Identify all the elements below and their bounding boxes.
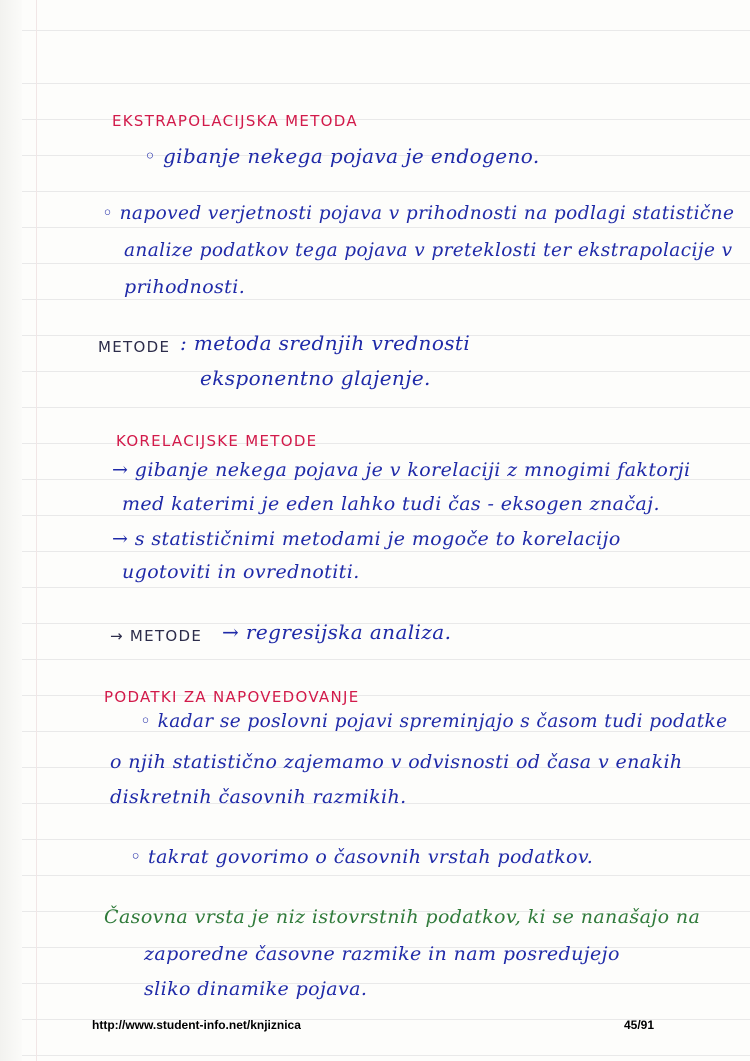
ekstra-bullet-1: ◦ gibanje nekega pojava je endogeno. — [144, 144, 540, 168]
metode-label: METODE — [98, 338, 171, 356]
korel-metode-label: → METODE — [110, 627, 203, 645]
margin-rule — [36, 0, 37, 1061]
podatki-line-1: ◦ kadar se poslovni pojavi spreminjajo s časom tudi podatke — [140, 711, 728, 732]
korel-metode-value: → regresijska analiza. — [222, 620, 452, 644]
ekstra-bullet-2-line-1: ◦ napoved verjetnosti pojava v prihodnosti na podlagi statistične — [102, 203, 735, 224]
korel-line-2: med katerimi je eden lahko tudi čas - eksogen značaj. — [122, 493, 660, 515]
podatki-line-4: ◦ takrat govorimo o časovnih vrstah podatkov. — [130, 846, 594, 868]
heading-podatki-za-napovedovanje: PODATKI ZA NAPOVEDOVANJE — [104, 688, 360, 706]
metode-item-2: eksponentno glajenje. — [200, 366, 431, 390]
heading-korelacijske-metode: KORELACIJSKE METODE — [116, 432, 318, 450]
page-edge — [0, 0, 22, 1061]
podatki-line-2: o njih statistično zajemamo v odvisnosti od časa v enakih — [110, 751, 683, 773]
korel-line-4: ugotoviti in ovrednotiti. — [122, 561, 360, 583]
heading-ekstrapolacijska-metoda: EKSTRAPOLACIJSKA METODA — [112, 112, 358, 130]
ekstra-bullet-2-line-3: prihodnosti. — [124, 276, 246, 298]
footer-page-number: 45/91 — [624, 1018, 655, 1032]
ekstra-bullet-2-line-2: analize podatkov tega pojava v preteklosti ter ekstrapolacije v — [124, 240, 733, 261]
casovna-vrsta-line-2: zaporedne časovne razmike in nam posredujejo — [144, 943, 620, 965]
casovna-vrsta-line-3: sliko dinamike pojava. — [144, 978, 368, 1000]
footer-url: http://www.student-info.net/knjiznica — [92, 1018, 301, 1032]
casovna-vrsta-line-1: Časovna vrsta je niz istovrstnih podatkov, ki se nanašajo na — [104, 906, 701, 928]
podatki-line-3: diskretnih časovnih razmikih. — [110, 786, 407, 808]
korel-line-1: → gibanje nekega pojava je v korelaciji z mnogimi faktorji — [112, 459, 691, 481]
metode-item-1: : metoda srednjih vrednosti — [180, 331, 471, 355]
korel-line-3: → s statističnimi metodami je mogoče to korelacijo — [112, 528, 621, 550]
